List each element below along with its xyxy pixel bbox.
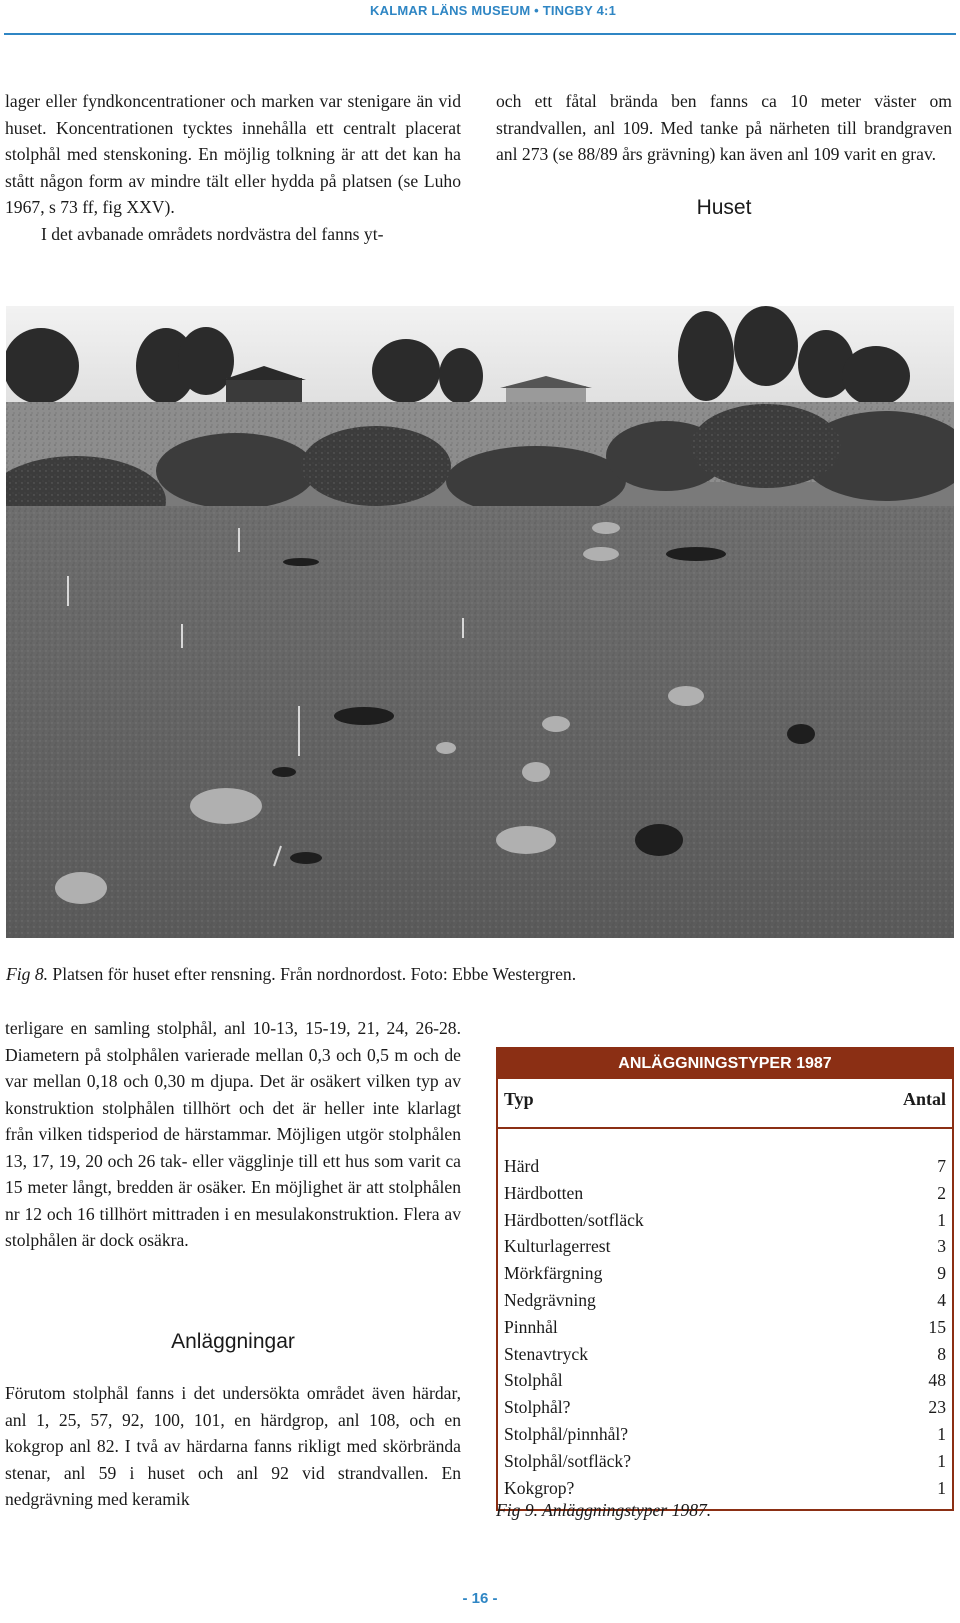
page-header (0, 0, 960, 36)
body-paragraph: I det avbanade områdets nordvästra del fanns yt- (41, 223, 384, 244)
cell-count: 1 (937, 1209, 946, 1230)
cell-count: 9 (937, 1263, 946, 1284)
cell-type: Härdbotten/sotfläck (504, 1209, 644, 1230)
cell-count: 3 (937, 1236, 946, 1257)
table-row (504, 1153, 946, 1180)
section-heading-huset (496, 196, 952, 220)
column-header-count: Antal (902, 1089, 946, 1109)
cell-type: Pinnhål (504, 1316, 558, 1337)
cell-type: Härdbotten (504, 1182, 584, 1203)
figure-caption-text: Fig 9. Anläggningstyper 1987. (496, 1500, 712, 1520)
table-row (504, 1233, 946, 1260)
table-title: ANLÄGGNINGSTYPER 1987 (498, 1049, 952, 1079)
table-row (504, 1180, 946, 1207)
cell-type: Stolphål (504, 1370, 563, 1391)
section-heading-anlaggningar (5, 1330, 461, 1354)
cell-count: 1 (937, 1477, 946, 1498)
cell-count: 23 (928, 1397, 946, 1418)
table-row (504, 1421, 946, 1448)
cell-type: Kulturlagerrest (504, 1236, 611, 1257)
excavation-photo (6, 306, 954, 938)
figure-label: Fig 8. (6, 964, 49, 984)
cell-type: Stolphål? (504, 1397, 571, 1418)
left-column-top (5, 88, 461, 247)
body-paragraph: lager eller fyndkoncentrationer och marken var stenigare än vid huset. Koncentrationen tycktes innehålla ett centralt placerat stolphål med stenskoning. En möjlig tolkning är att det kan ha stått någon form av mindre tält eller hydda på platsen (se Luho 1967, s 73 ff, fig XXV). (5, 91, 461, 217)
cell-type: Stenavtryck (504, 1343, 589, 1364)
figure-caption-9 (496, 1498, 711, 1522)
section-heading: Anläggningar (171, 1330, 295, 1353)
table-row (504, 1207, 946, 1234)
cell-count: 7 (937, 1156, 946, 1176)
left-column-bottom-2 (5, 1380, 461, 1513)
cell-type: Mörkfärgning (504, 1263, 603, 1284)
table-row (504, 1448, 946, 1475)
table-row (504, 1394, 946, 1421)
cell-count: 8 (937, 1343, 946, 1364)
cell-type: Kokgrop? (504, 1477, 575, 1498)
table-row (504, 1260, 946, 1287)
cell-count: 48 (928, 1370, 946, 1391)
cell-count: 4 (937, 1289, 946, 1310)
table-row (504, 1287, 946, 1314)
table-header (498, 1079, 952, 1129)
page-number: - 16 - (462, 1590, 498, 1607)
figure-caption-text: Platsen för huset efter rensning. Från nordnordost. Foto: Ebbe Westergren. (48, 964, 577, 984)
cell-count: 15 (928, 1316, 946, 1337)
table-body (498, 1129, 952, 1509)
section-heading: Huset (696, 196, 752, 219)
left-column-bottom (5, 1015, 461, 1254)
cell-type: Nedgrävning (504, 1289, 596, 1310)
column-header-type: Typ (504, 1089, 534, 1109)
body-paragraph: och ett fåtal brända ben fanns ca 10 meter väster om strandvallen, anl 109. Med tanke på närheten till brandgraven anl 273 (se 88/89 års grävning) kan även anl 109 varit en grav. (496, 91, 952, 164)
cell-type: Stolphål/pinnhål? (504, 1423, 629, 1444)
cell-type: Härd (504, 1156, 540, 1176)
cell-count: 2 (937, 1182, 946, 1203)
cell-type: Stolphål/sotfläck? (504, 1450, 632, 1471)
header-rule (4, 33, 956, 35)
figure-caption-8 (6, 962, 576, 986)
cell-count: 1 (937, 1423, 946, 1444)
table-row (504, 1314, 946, 1341)
body-paragraph: Förutom stolphål fanns i det undersökta området även härdar, anl 1, 25, 57, 92, 100, 101, en härdgrop, anl 108, och en kokgrop anl 82. I två av härdarna fanns rikligt med skörbrända stenar, anl 59 i huset och anl 92 vid strandvallen. En nedgrävning med keramik (5, 1383, 461, 1509)
table-row (504, 1341, 946, 1368)
table-row (504, 1367, 946, 1394)
right-column-top (496, 88, 952, 168)
body-paragraph: terligare en samling stolphål, anl 10-13, 15-19, 21, 24, 26-28. Diametern på stolphålen varierade mellan 0,3 och 0,5 m och de var mellan 0,18 och 0,30 m djupa. Det är osäkert vilken typ av konstruktion stolphålen tillhört och det är heller inte klarlagt från vilken tidsperiod de härstammar. Möjligen utgör stolphålen 13, 17, 19, 20 och 26 tak- eller vägglinje till ett hus som varit ca 15 meter långt, bredden är osäker. En möjlighet är att stolphålen nr 12 och 16 tillhört mittraden i en mesulakonstruktion. Flera av stolphålen är dock osäkra. (5, 1018, 461, 1250)
facility-types-table (496, 1047, 954, 1511)
running-title: KALMAR LÄNS MUSEUM • TINGBY 4:1 (370, 3, 616, 18)
cell-count: 1 (937, 1450, 946, 1471)
